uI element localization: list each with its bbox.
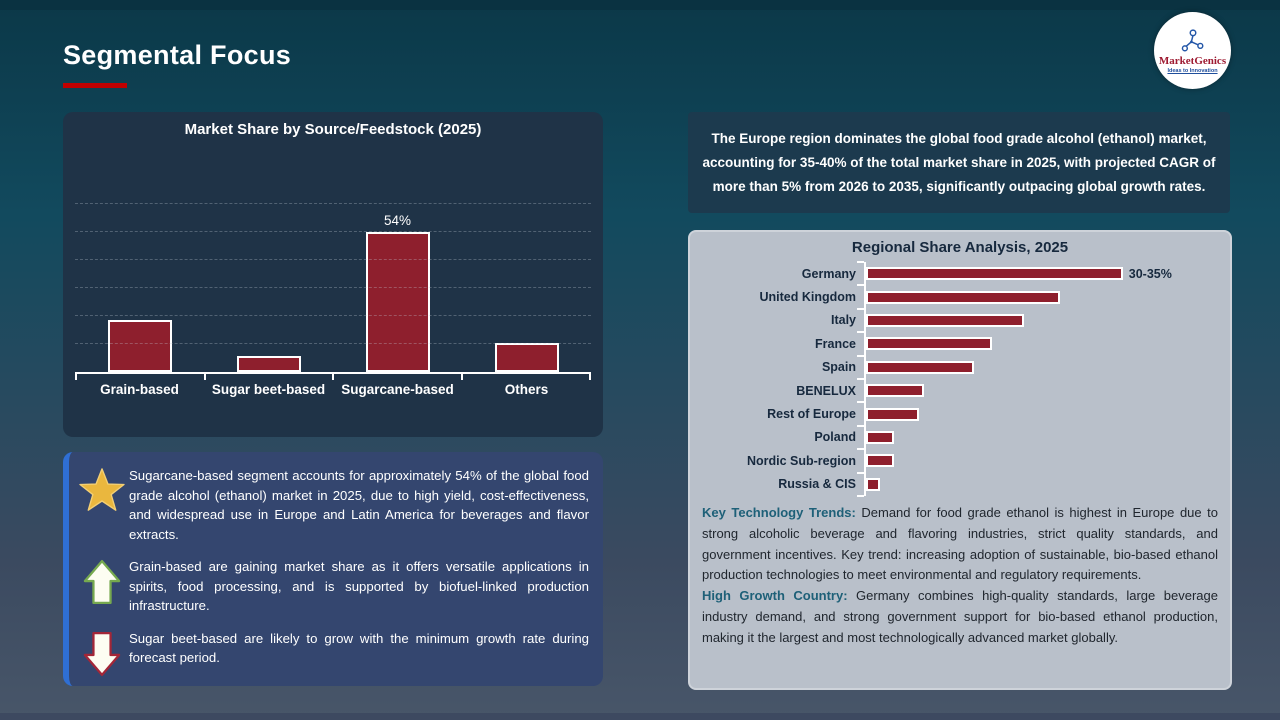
gridline (75, 231, 591, 232)
europe-callout-text: The Europe region dominates the global food grade alcohol (ethanol) market, accounting for 35-40% of the total market share in 2025, with projected CAGR of more than 5% from 2026 to 2035, significantly outpacing global growth rates. (702, 130, 1216, 194)
key-technology-trends-body: Demand for food grade ethanol is highest in Europe due to strong alcoholic beverage and flavoring industries, strict quality standards, and government incentives. Key trend: increasing adoption of sustainable, bio-based ethanol production technologies to meet environmental and regulatory requirements. (702, 504, 1218, 583)
insight-sugarcane (75, 466, 589, 544)
gridline (75, 315, 591, 316)
region-value-label: 30-35% (1128, 266, 1172, 281)
region-bar (866, 361, 974, 374)
star-icon (75, 466, 129, 512)
insights-box (63, 452, 603, 686)
category-label: Sugar beet-based (211, 382, 326, 397)
molecule-icon (1180, 28, 1206, 54)
category-label: Sugarcane-based (341, 382, 454, 397)
region-bar (866, 454, 894, 467)
logo-tagline: Ideas to Innovation (1167, 67, 1218, 74)
bar-slot (75, 140, 204, 372)
region-bar-area (864, 332, 1222, 355)
column-bar (366, 232, 430, 372)
regional-chart-title: Regional Share Analysis, 2025 (851, 239, 1069, 256)
region-label: France (815, 336, 856, 351)
region-bar-area (864, 309, 1222, 332)
region-row (698, 379, 1222, 402)
region-label: Spain (821, 360, 856, 375)
region-row (698, 262, 1222, 285)
region-label: United Kingdom (759, 290, 856, 305)
title-underline (63, 83, 127, 88)
column-bar (108, 320, 172, 372)
region-row (698, 426, 1222, 449)
feedstock-chart-panel (63, 112, 603, 437)
logo-brand-name: MarketGenics (1158, 54, 1227, 67)
gridline (75, 343, 591, 344)
bar-value-label: 54% (383, 212, 412, 228)
bar-slot (333, 140, 462, 372)
region-bar (866, 291, 1060, 304)
region-label: Italy (830, 313, 856, 328)
arrow-down-icon (75, 629, 129, 677)
europe-callout-panel (688, 112, 1230, 213)
high-growth-country-heading: High Growth Country: (702, 588, 848, 604)
region-row (698, 356, 1222, 379)
region-bar-area (864, 473, 1222, 496)
insight-sugarbeet (75, 629, 589, 677)
region-bar-area (864, 262, 1222, 285)
key-technology-trends-paragraph (702, 503, 1218, 586)
high-growth-country-body: Germany combines high-quality standards, large beverage industry demand, and strong government support for bio-based ethanol production, making it the largest and most technologically advanced market globally. (702, 588, 1218, 645)
insight-text: Grain-based are gaining market share as it offers versatile applications in spirits, food processing, and is supported by biofuel-linked production infrastructure. (129, 559, 589, 613)
region-row (698, 285, 1222, 308)
bottom-accent-strip (0, 713, 1280, 720)
arrow-up-icon (75, 557, 129, 605)
bar-slot (204, 140, 333, 372)
region-bar-area (864, 285, 1222, 308)
region-bar (866, 408, 919, 421)
regional-notes (690, 496, 1230, 649)
region-label: Rest of Europe (767, 407, 856, 422)
region-bar-area (864, 426, 1222, 449)
region-bar-area (864, 356, 1222, 379)
column-bar (237, 356, 301, 372)
marketgenics-logo (1154, 12, 1231, 89)
high-growth-country-paragraph (702, 586, 1218, 648)
feedstock-chart-title: Market Share by Source/Feedstock (2025) (184, 121, 482, 138)
page-title: Segmental Focus (63, 40, 292, 70)
feedstock-plot-area (75, 140, 591, 374)
region-bar (866, 314, 1024, 327)
region-bar (866, 431, 894, 444)
region-bar-area (864, 379, 1222, 402)
key-technology-trends-heading: Key Technology Trends: (702, 504, 856, 520)
gridline (75, 259, 591, 260)
region-label: Nordic Sub-region (746, 453, 856, 468)
insight-grain (75, 557, 589, 616)
region-label: BENELUX (796, 383, 856, 398)
category-label: Grain-based (100, 382, 179, 397)
region-label: Germany (801, 266, 856, 281)
insight-text: Sugarcane-based segment accounts for approximately 54% of the global food grade alcohol (ethanol) market in 2025, due to high yield, cost-effectiveness, and widespread use in Europe and Latin America for beverages and flavor extracts. (129, 468, 589, 542)
region-row (698, 449, 1222, 472)
gridline (75, 203, 591, 204)
region-bar (866, 478, 880, 491)
feedstock-categories (75, 382, 591, 397)
region-row (698, 309, 1222, 332)
region-bar-area (864, 402, 1222, 425)
region-row (698, 402, 1222, 425)
category-label: Others (504, 382, 549, 397)
top-accent-strip (0, 0, 1280, 10)
region-row (698, 332, 1222, 355)
region-bar (866, 267, 1123, 280)
region-label: Russia & CIS (778, 477, 856, 492)
region-row (698, 473, 1222, 496)
region-bar-area (864, 449, 1222, 472)
insight-text: Sugar beet-based are likely to grow with the minimum growth rate during forecast period. (129, 630, 589, 665)
bar-slot (462, 140, 591, 372)
x-axis-ticks (75, 374, 591, 380)
feedstock-bars (75, 140, 591, 372)
region-bar (866, 384, 924, 397)
gridline (75, 287, 591, 288)
region-bar (866, 337, 992, 350)
regional-bars (698, 262, 1222, 496)
regional-analysis-panel (688, 230, 1232, 690)
region-label: Poland (814, 430, 856, 445)
column-bar (495, 343, 559, 372)
